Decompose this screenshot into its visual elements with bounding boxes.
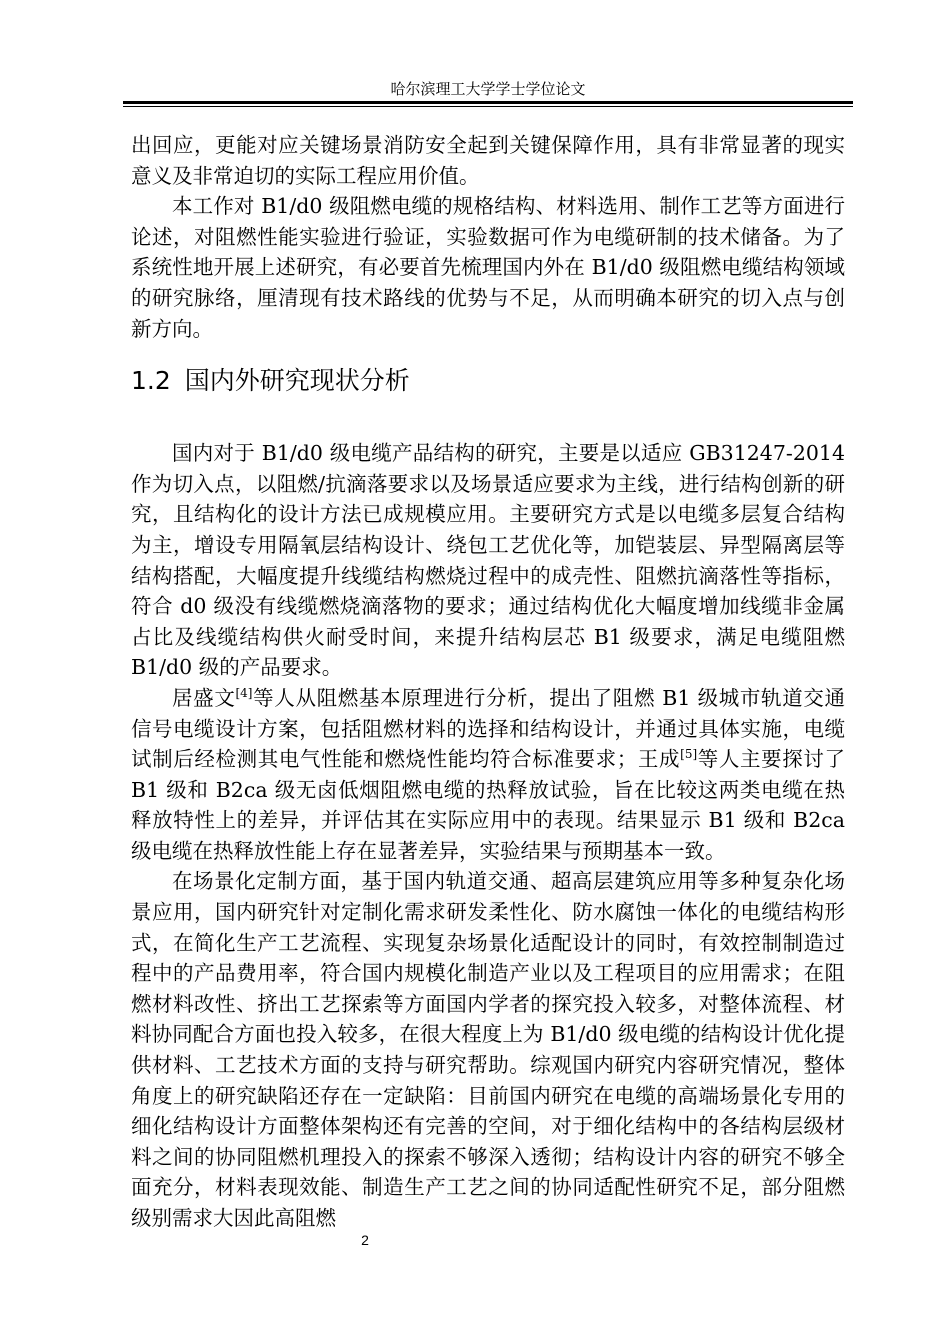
- paragraph-continuation: 出回应，更能对应关键场景消防安全起到关键保障作用，具有非常显著的现实意义及非常迫切的实际工程应用价值。: [131, 133, 845, 188]
- header-rule-thin: [123, 106, 853, 107]
- text-segment: 等人主要探讨了 B1 级和 B2ca 级无卤低烟阻燃电缆的热释放试验，旨在比较这两类电缆在热释放特性上的差异，并评估其在实际应用中的表现。结果显示 B1 级和 B2ca 级电缆在热释放性能上存在显著差异，实验结果与预期基本一致。: [131, 747, 846, 863]
- paragraph-scope: 本工作对 B1/d0 级阻燃电缆的规格结构、材料选用、制作工艺等方面进行论述，对阻燃性能实验进行验证，实验数据可作为电缆研制的技术储备。为了系统性地开展上述研究，有必要首先梳理国内外在 B1/d0 级阻燃电缆结构领域的研究脉络，厘清现有技术路线的优势与不足，从而明确本研究的切入点与创新方向。: [131, 194, 845, 341]
- citation-ref: [5]: [680, 747, 698, 762]
- page-number: 2: [361, 1232, 369, 1248]
- paragraph-literature: [131, 683, 845, 867]
- text-segment: 等人从阻燃基本原理进行分析，提出了阻燃 B1 级城市轨道交通信号电缆设计方案，包括阻燃材料的选择和结构设计，并通过具体实施，电缆试制后经检测其电气性能和燃烧性能均符合标准要求；王成: [131, 685, 846, 772]
- text-segment: 居盛文: [172, 685, 236, 710]
- paragraph-domestic-structure: 国内对于 B1/d0 级电缆产品结构的研究，主要是以适应 GB31247-2014 作为切入点，以阻燃/抗滴落要求以及场景适应要求为主线，进行结构创新的研究，且结构化的设计方法已成规模应用。主要研究方式是以电缆多层复合结构为主，增设专用隔氧层结构设计、绕包工艺优化等，加铠装层、异型隔离层等结构搭配，大幅度提升线缆结构燃烧过程中的成壳性、阻燃抗滴落性等指标，符合 d0 级没有线缆燃烧滴落物的要求；通过结构优化大幅度增加线缆非金属占比及线缆结构供火耐受时间，来提升结构层芯 B1 级要求，满足电缆阻燃 B1/d0 级的产品要求。: [131, 441, 845, 680]
- section-title: 国内外研究现状分析: [184, 366, 410, 396]
- section-number: 1.2: [131, 366, 171, 396]
- running-header: 哈尔滨理工大学学士学位论文: [390, 80, 586, 98]
- citation-ref: [4]: [235, 686, 253, 701]
- header-rule-thick: [123, 101, 853, 104]
- paragraph-scenario: 在场景化定制方面，基于国内轨道交通、超高层建筑应用等多种复杂化场景应用，国内研究针对定制化需求研发柔性化、防水腐蚀一体化的电缆结构形式，在简化生产工艺流程、实现复杂场景化适配设计的同时，有效控制制造过程中的产品费用率，符合国内规模化制造产业以及工程项目的应用需求；在阻燃材料改性、挤出工艺探索等方面国内学者的探究投入较多，对整体流程、材料协同配合方面也投入较多，在很大程度上为 B1/d0 级电缆的结构设计优化提供材料、工艺技术方面的支持与研究帮助。综观国内研究内容研究情况，整体角度上的研究缺陷还存在一定缺陷：目前国内研究在电缆的高端场景化专用的细化结构设计方面整体架构还有完善的空间，对于细化结构中的各结构层级材料之间的协同阻燃机理投入的探索不够深入透彻；结构设计内容的研究不够全面充分，材料表现效能、制造生产工艺之间的协同适配性研究不足，部分阻燃级别需求大因此高阻燃: [131, 869, 845, 1230]
- page-body: [131, 130, 845, 1234]
- section-heading: [131, 364, 845, 398]
